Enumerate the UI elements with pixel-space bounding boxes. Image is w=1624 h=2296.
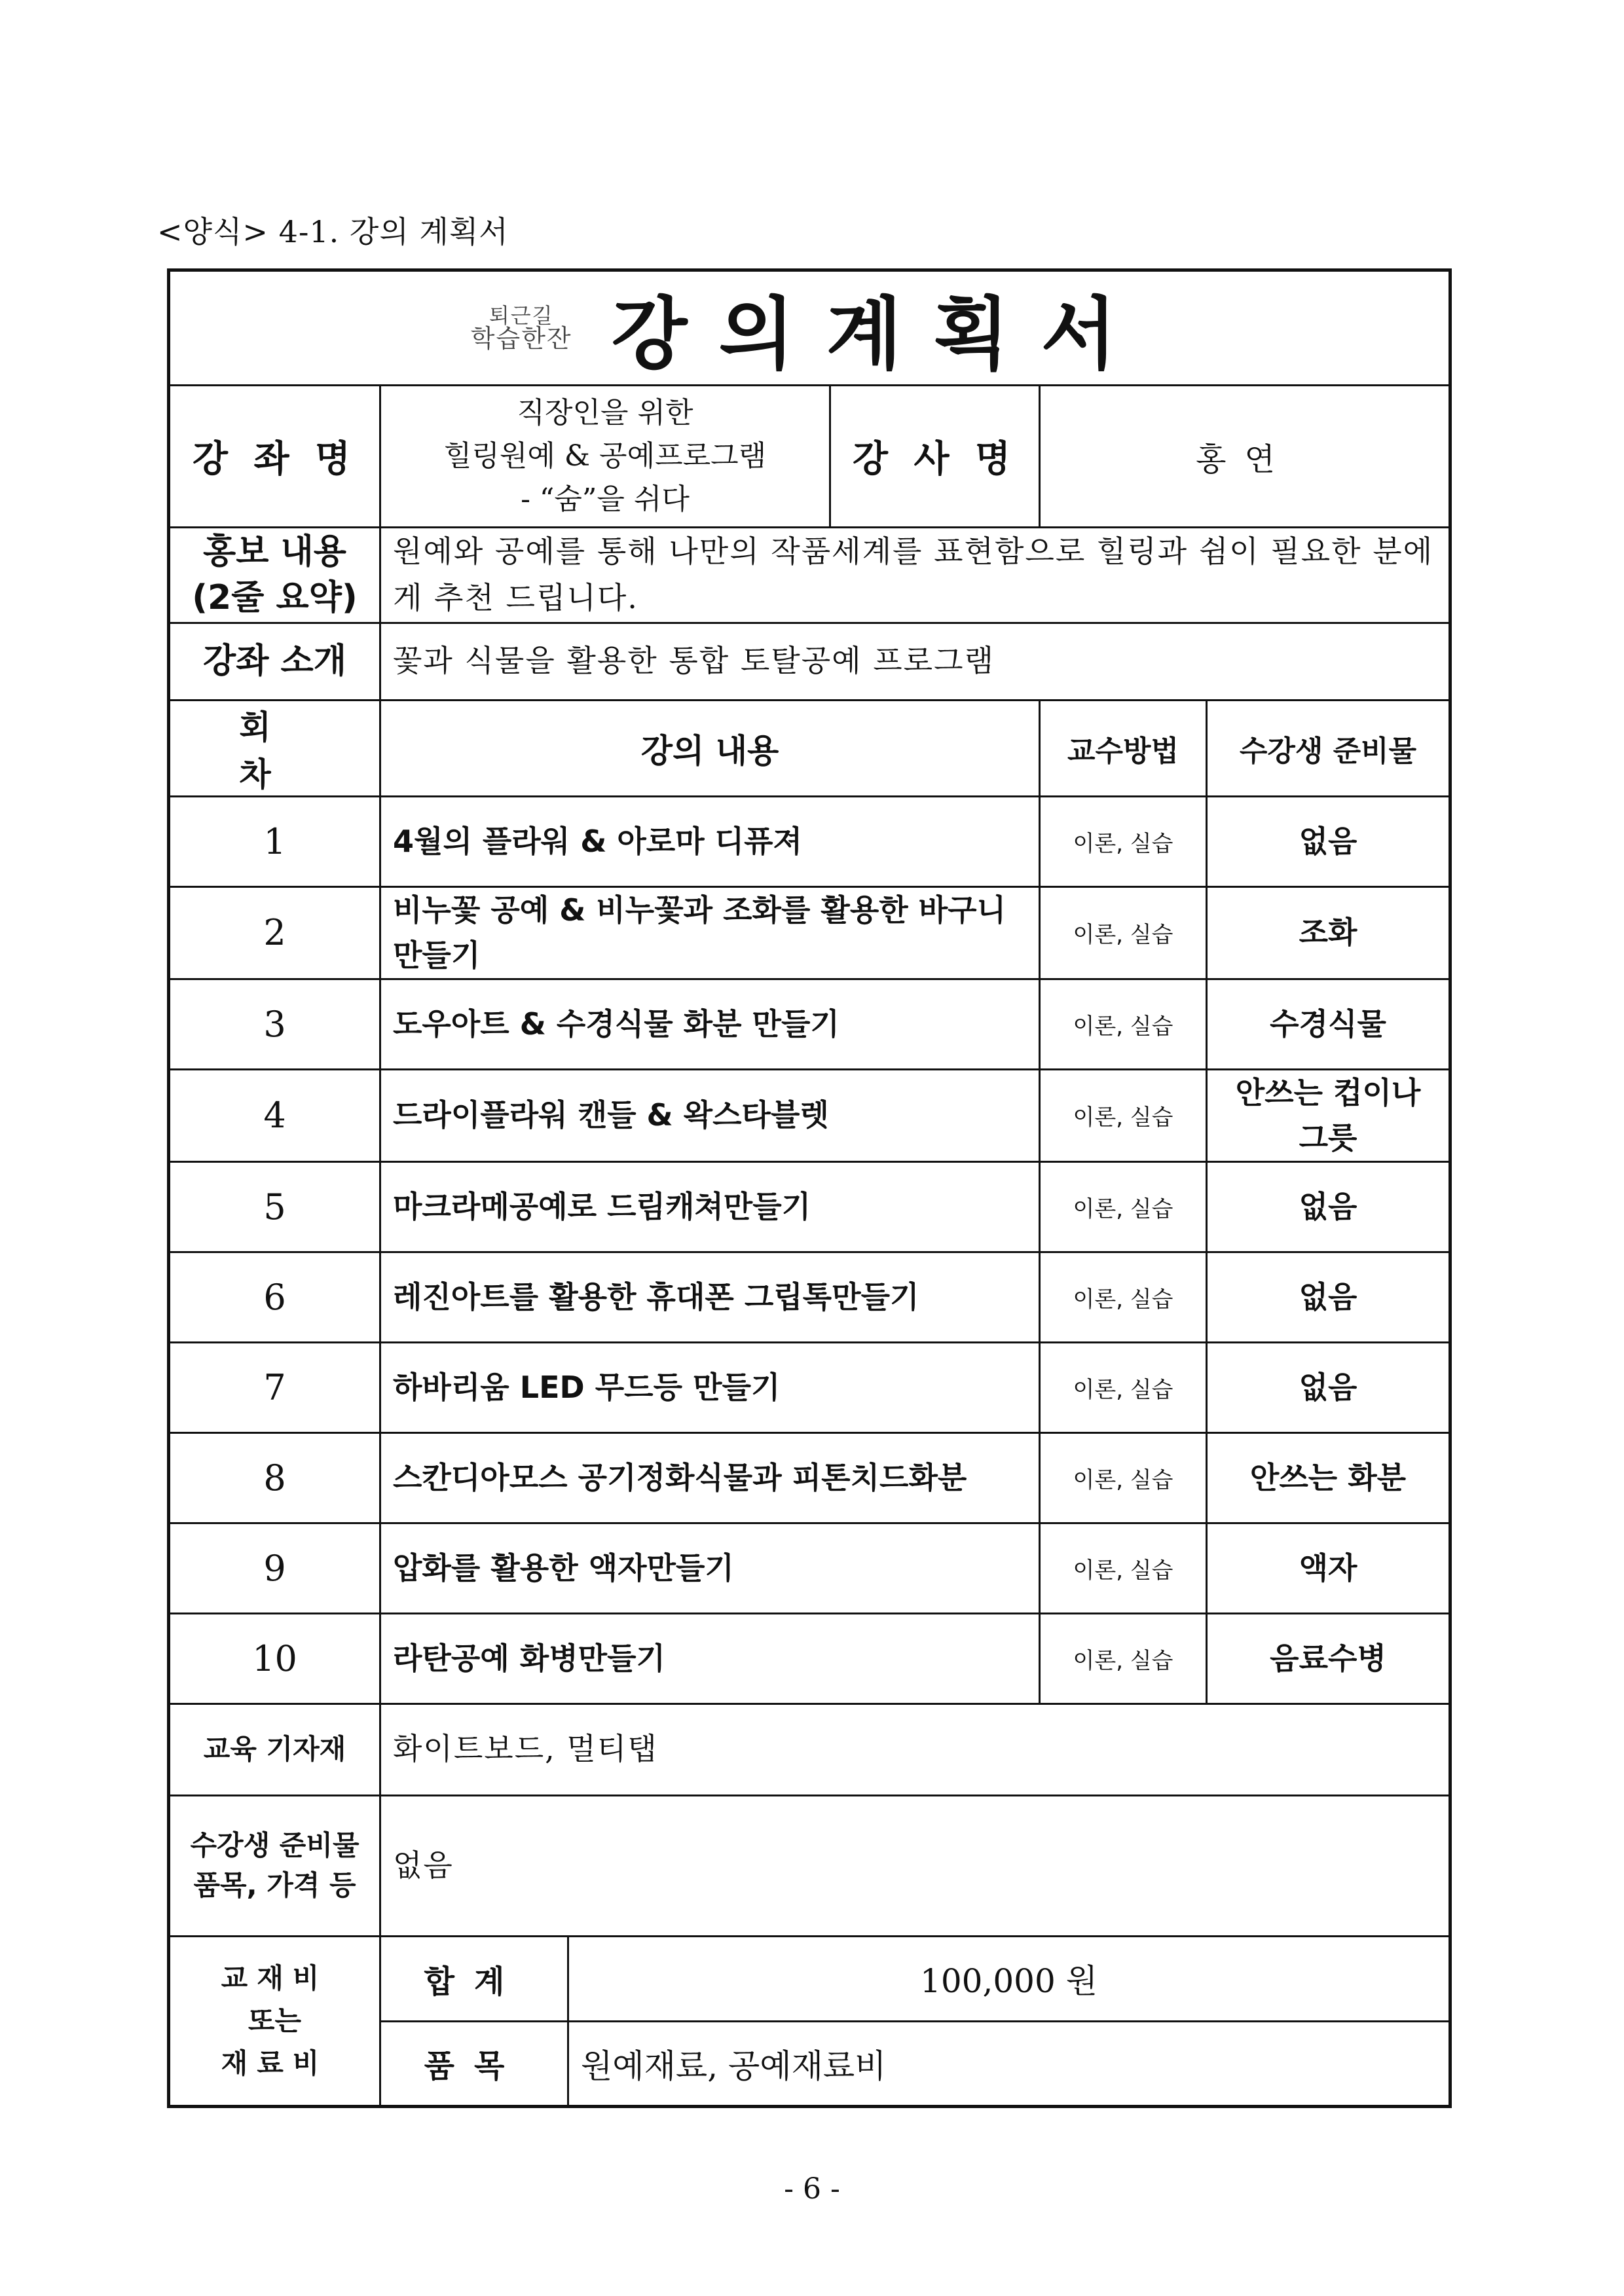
session-row (169, 1523, 1450, 1613)
session-method: 이론, 실습 (1040, 1342, 1207, 1432)
session-content: 압화를 활용한 액자만들기 (380, 1523, 1040, 1613)
session-method: 이론, 실습 (1040, 886, 1207, 979)
session-number: 8 (169, 1432, 380, 1523)
intro-label: 강좌 소개 (169, 623, 380, 700)
course-name-line-2: 힐링원예 & 공예프로그램 (443, 439, 767, 473)
lecturer-name: 홍연 (1040, 386, 1450, 528)
session-method: 이론, 실습 (1040, 1252, 1207, 1342)
session-prep: 안쓰는 화분 (1207, 1432, 1450, 1523)
session-row (169, 1161, 1450, 1252)
logo-line-1: 퇴근길 (489, 303, 554, 328)
session-prep: 조화 (1207, 886, 1450, 979)
total-label: 합계 (380, 1936, 568, 2021)
form-label: <양식> 4-1. 강의 계획서 (157, 214, 509, 249)
equipment-label: 교육 기자재 (169, 1704, 380, 1795)
items-label: 품목 (380, 2021, 568, 2106)
session-number: 6 (169, 1252, 380, 1342)
material-fee-label-line-1: 교재비 (221, 1961, 329, 1994)
session-number: 3 (169, 979, 380, 1069)
promo-text: 원예와 공예를 통해 나만의 작품세계를 표현함으로 힐링과 쉼이 필요한 분에게 추천 드립니다. (380, 528, 1450, 623)
student-items-text: 없음 (380, 1795, 1450, 1936)
session-row (169, 1613, 1450, 1704)
student-items-label-line-2: 품목, 가격 등 (193, 1868, 356, 1901)
session-content: 드라이플라워 캔들 & 왁스타블렛 (380, 1069, 1040, 1161)
session-content: 라탄공예 화병만들기 (380, 1613, 1040, 1704)
session-method: 이론, 실습 (1040, 796, 1207, 886)
session-row (169, 886, 1450, 979)
session-method: 이론, 실습 (1040, 1613, 1207, 1704)
session-content: 마크라메공예로 드림캐쳐만들기 (380, 1161, 1040, 1252)
session-prep: 없음 (1207, 1342, 1450, 1432)
material-fee-label-line-2: 또는 (248, 2005, 302, 2037)
items-value: 원예재료, 공예재료비 (568, 2021, 1450, 2106)
session-prep: 안쓰는 컵이나 그릇 (1207, 1069, 1450, 1161)
session-header: 회 차 (169, 700, 380, 796)
student-items-label (169, 1795, 380, 1936)
session-number: 2 (169, 886, 380, 979)
course-name-line-1: 직장인을 위한 (517, 396, 693, 429)
intro-text: 꽃과 식물을 활용한 통합 토탈공예 프로그램 (380, 623, 1450, 700)
session-content: 스칸디아모스 공기정화식물과 피톤치드화분 (380, 1432, 1040, 1523)
session-row (169, 1252, 1450, 1342)
promo-label-line-1: 홍보 내용 (202, 532, 347, 572)
promo-label-line-2: (2줄 요약) (192, 578, 358, 618)
session-content: 4월의 플라워 & 아로마 디퓨져 (380, 796, 1040, 886)
session-prep: 수경식물 (1207, 979, 1450, 1069)
session-row (169, 979, 1450, 1069)
session-row (169, 1342, 1450, 1432)
session-prep: 없음 (1207, 1161, 1450, 1252)
logo (471, 305, 572, 351)
session-method: 이론, 실습 (1040, 1432, 1207, 1523)
session-number: 7 (169, 1342, 380, 1432)
page-number: - 6 - (784, 2172, 840, 2206)
lecturer-label: 강 사 명 (830, 386, 1040, 528)
title-cell (169, 270, 1450, 386)
course-name (380, 386, 830, 528)
lecture-plan-table (167, 268, 1452, 2108)
session-method: 이론, 실습 (1040, 1161, 1207, 1252)
session-content: 레진아트를 활용한 휴대폰 그립톡만들기 (380, 1252, 1040, 1342)
session-prep: 없음 (1207, 796, 1450, 886)
session-number: 10 (169, 1613, 380, 1704)
content-header: 강의 내용 (380, 700, 1040, 796)
session-content: 하바리움 LED 무드등 만들기 (380, 1342, 1040, 1432)
prep-header: 수강생 준비물 (1207, 700, 1450, 796)
method-header: 교수방법 (1040, 700, 1207, 796)
session-number: 1 (169, 796, 380, 886)
material-fee-label (169, 1936, 380, 2106)
logo-line-2: 학습한잔 (470, 324, 572, 353)
course-name-line-3: - “숨”을 쉬다 (521, 483, 690, 516)
session-prep: 음료수병 (1207, 1613, 1450, 1704)
session-row (169, 1432, 1450, 1523)
session-method: 이론, 실습 (1040, 1069, 1207, 1161)
total-value: 100,000 원 (568, 1936, 1450, 2021)
page-title: 강의계획서 (611, 289, 1149, 380)
session-method: 이론, 실습 (1040, 979, 1207, 1069)
promo-label (169, 528, 380, 623)
equipment-text: 화이트보드, 멀티탭 (380, 1704, 1450, 1795)
material-fee-label-line-3: 재료비 (221, 2047, 329, 2080)
course-name-label: 강 좌 명 (169, 386, 380, 528)
session-number: 4 (169, 1069, 380, 1161)
session-row (169, 1069, 1450, 1161)
session-method: 이론, 실습 (1040, 1523, 1207, 1613)
session-prep: 액자 (1207, 1523, 1450, 1613)
student-items-label-line-1: 수강생 준비물 (190, 1829, 360, 1861)
session-content: 비누꽃 공예 & 비누꽃과 조화를 활용한 바구니 만들기 (380, 886, 1040, 979)
session-number: 9 (169, 1523, 380, 1613)
session-prep: 없음 (1207, 1252, 1450, 1342)
session-content: 도우아트 & 수경식물 화분 만들기 (380, 979, 1040, 1069)
session-number: 5 (169, 1161, 380, 1252)
session-row (169, 796, 1450, 886)
